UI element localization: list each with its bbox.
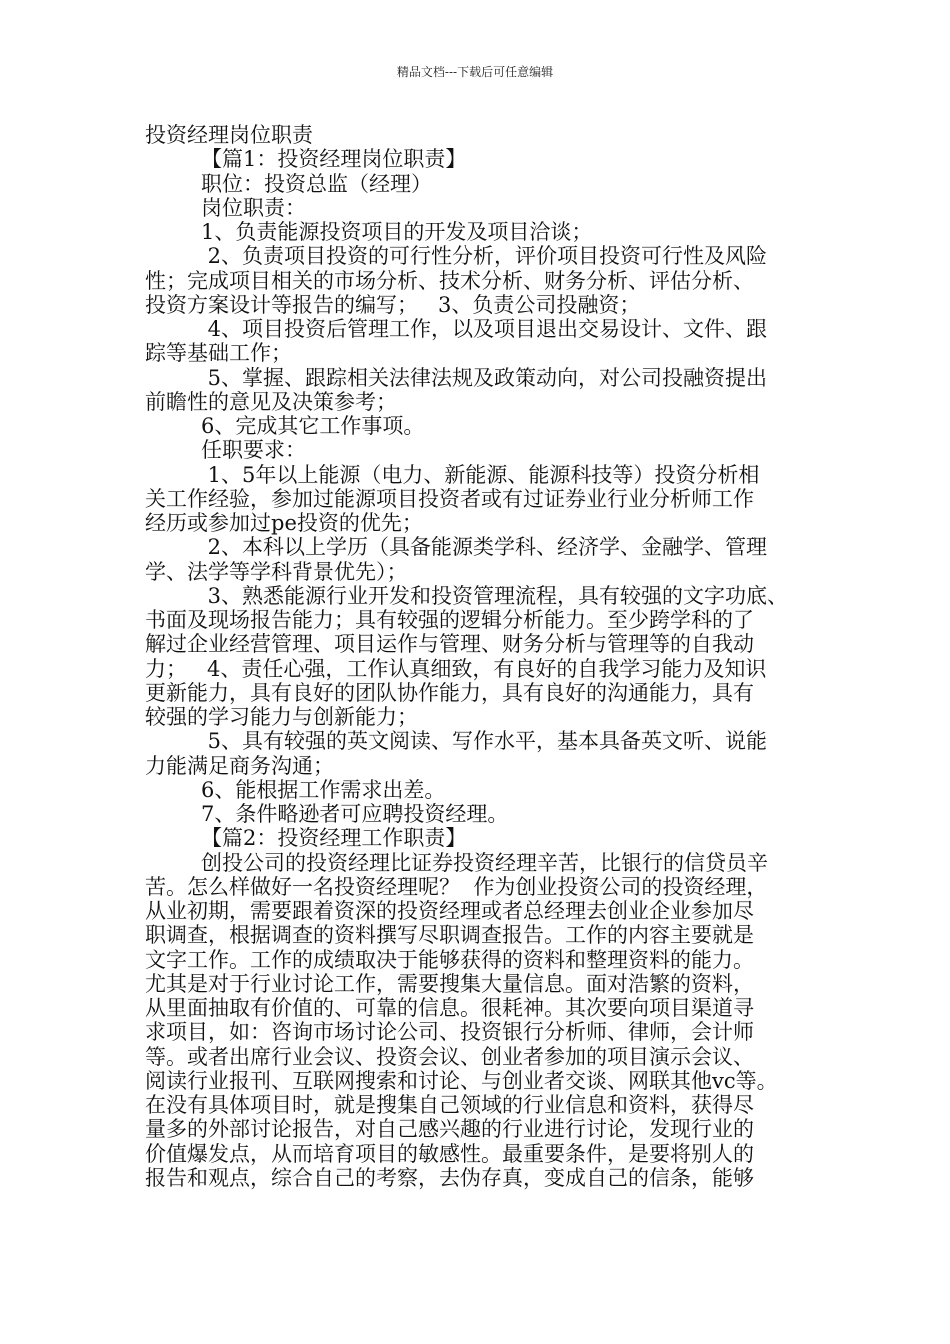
text-line: 苦。怎么样做好一名投资经理呢？ 作为创业投资公司的投资经理， <box>145 874 768 899</box>
text-line: 更新能力，具有良好的团队协作能力，具有良好的沟通能力，具有 <box>145 680 754 705</box>
text-line: 创投公司的投资经理比证券投资经理辛苦，比银行的信贷员辛 <box>201 850 768 875</box>
text-line: 力能满足商务沟通； <box>145 753 334 778</box>
text-line: 投资方案设计等报告的编写； 3、负责公司投融资； <box>145 292 641 317</box>
text-line: 2、本科以上学历（具备能源类学科、经济学、金融学、管理 <box>201 535 768 560</box>
text-line: 2、负责项目投资的可行性分析，评价项目投资可行性及风险 <box>201 244 768 269</box>
text-line: 关工作经验，参加过能源项目投资者或有过证券业行业分析师工作 <box>145 486 754 511</box>
text-line: 报告和观点，综合自己的考察，去伪存真，变成自己的信条，能够 <box>145 1165 754 1190</box>
text-line: 7、条件略逊者可应聘投资经理。 <box>201 802 509 826</box>
text-line: 职调查，根据调查的资料撰写尽职调查报告。工作的内容主要就是 <box>145 923 754 948</box>
text-line: 价值爆发点，从而培育项目的敏感性。最重要条件，是要将别人的 <box>145 1141 754 1166</box>
text-line: 性；完成项目相关的市场分析、技术分析、财务分析、评估分析、 <box>145 268 754 293</box>
text-line: 6、完成其它工作事项。 <box>201 414 425 438</box>
text-line: 4、项目投资后管理工作，以及项目退出交易设计、文件、跟 <box>201 317 768 341</box>
text-line: 在没有具体项目时，就是搜集自己领域的行业信息和资料，获得尽 <box>145 1093 754 1117</box>
text-line: 解过企业经营管理、项目运作与管理、财务分析与管理等的自我动 <box>145 632 754 657</box>
text-line: 职位：投资总监（经理） <box>201 171 432 196</box>
text-line: 任职要求： <box>201 438 306 463</box>
text-line: 【篇1：投资经理岗位职责】 <box>201 147 467 172</box>
text-line: 量多的外部讨论报告，对自己感兴趣的行业进行讨论，发现行业的 <box>145 1117 754 1142</box>
text-line: 力； 4、责任心强，工作认真细致，有良好的自我学习能力及知识 <box>145 656 767 681</box>
page-header: 精品文档---下载后可任意编辑 <box>396 65 554 79</box>
text-line: 较强的学习能力与创新能力； <box>145 705 418 729</box>
text-line: 阅读行业报刊、互联网搜索和讨论、与创业者交谈、网联其他vc等。 <box>145 1068 778 1093</box>
text-line: 文字工作。工作的成绩取决于能够获得的资料和整理资料的能力。 <box>145 947 754 972</box>
text-line: 1、5年以上能源（电力、新能源、能源科技等）投资分析相 <box>201 462 760 487</box>
text-line: 学、法学等学科背景优先）； <box>145 559 408 584</box>
text-line: 尤其是对于行业讨论工作，需要搜集大量信息。面对浩繁的资料， <box>145 971 754 996</box>
text-line: 等。或者出席行业会议、投资会议、创业者参加的项目演示会议、 <box>145 1044 754 1069</box>
text-line: 书面及现场报告能力；具有较强的逻辑分析能力。至少跨学科的了 <box>145 608 754 632</box>
document-title: 投资经理岗位职责 <box>145 123 313 147</box>
text-line: 经历或参加过pe投资的优先； <box>145 511 423 535</box>
text-line: 踪等基础工作； <box>145 341 292 366</box>
text-line: 从里面抽取有价值的、可靠的信息。很耗神。其次要向项目渠道寻 <box>145 996 754 1020</box>
text-line: 岗位职责： <box>201 195 306 220</box>
text-line: 求项目，如：咨询市场讨论公司、投资银行分析师、律师，会计师 <box>145 1020 754 1045</box>
text-line: 从业初期，需要跟着资深的投资经理或者总经理去创业企业参加尽 <box>145 899 754 923</box>
document-body <box>145 123 815 1190</box>
text-line: 6、能根据工作需求出差。 <box>201 777 446 802</box>
text-line: 前瞻性的意见及决策参考； <box>145 389 397 414</box>
text-line: 【篇2：投资经理工作职责】 <box>201 826 467 851</box>
text-line: 5、具有较强的英文阅读、写作水平，基本具备英文听、说能 <box>201 729 768 754</box>
text-line: 3、熟悉能源行业开发和投资管理流程，具有较强的文字功底、 <box>201 583 789 608</box>
text-line: 1、负责能源投资项目的开发及项目洽谈； <box>201 220 593 244</box>
text-line: 5、掌握、跟踪相关法律法规及政策动向，对公司投融资提出 <box>201 365 768 390</box>
